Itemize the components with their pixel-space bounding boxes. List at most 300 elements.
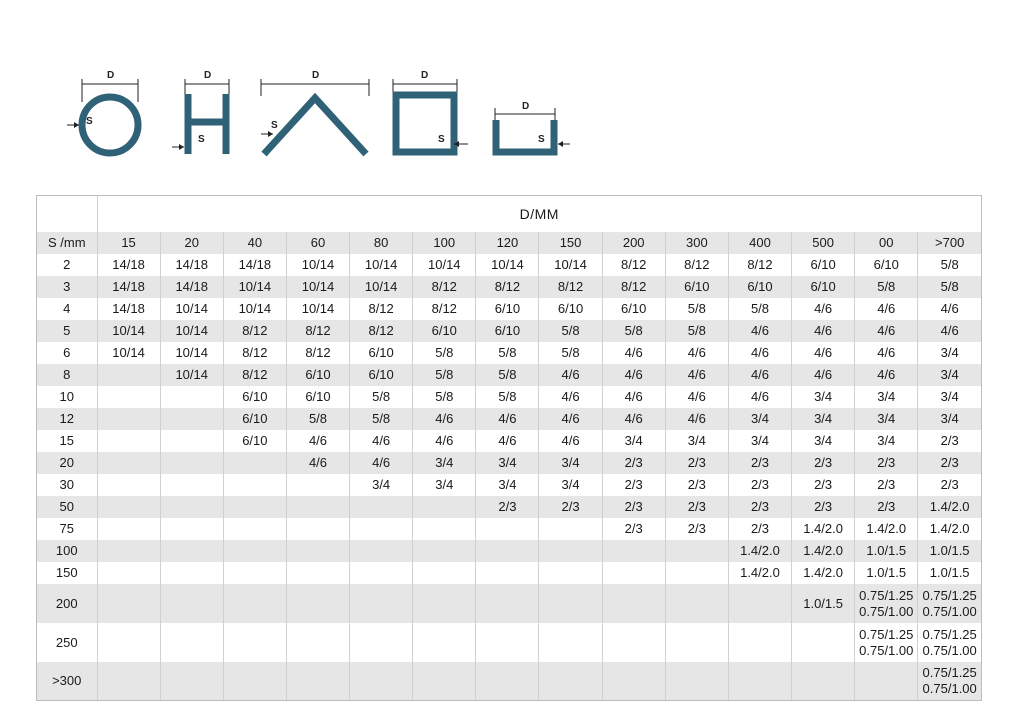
table-row (37, 474, 981, 496)
table-cell: 3/4 (940, 345, 959, 360)
table-cell (97, 518, 160, 540)
span-header-row (37, 196, 981, 232)
table-cell: 1.4/2.0 (855, 518, 918, 540)
column-header: 300 (665, 232, 728, 254)
table-cell: 10/14 (223, 298, 286, 320)
table-cell (792, 623, 855, 662)
table-cell: 5/8 (476, 386, 539, 408)
table-cell: 10/14 (350, 276, 413, 298)
table-row (37, 342, 981, 364)
table-cell: 6/10 (539, 298, 602, 320)
table-cell (97, 474, 160, 496)
table-cell: 4/6 (855, 320, 918, 342)
table-cell (286, 518, 349, 540)
dimension-label: D (522, 101, 530, 112)
table-cell: 6/10 (350, 342, 413, 364)
table-cell: 2/3 (665, 474, 728, 496)
table-cell (350, 496, 413, 518)
table-cell (539, 584, 602, 623)
table-cell (160, 518, 223, 540)
row-label: 50 (37, 496, 97, 518)
column-header: 80 (350, 232, 413, 254)
table-cell (97, 386, 160, 408)
table-cell (476, 662, 539, 700)
table-cell (223, 452, 286, 474)
column-header: 60 (286, 232, 349, 254)
table-row (37, 364, 981, 386)
table-cell: 8/12 (223, 320, 286, 342)
angle-profile-diagram (261, 70, 369, 154)
column-header: 400 (728, 232, 791, 254)
table-cell (476, 584, 539, 623)
thickness-label: S (198, 134, 205, 145)
table-cell: 4/6 (855, 298, 918, 320)
table-cell (918, 623, 981, 662)
table-cell (476, 562, 539, 584)
table-cell: 6/10 (413, 320, 476, 342)
table-cell (286, 474, 349, 496)
table-cell: 2/3 (918, 452, 981, 474)
table-cell (350, 562, 413, 584)
table-cell (602, 584, 665, 623)
table-cell (539, 662, 602, 700)
table-cell: 4/6 (413, 430, 476, 452)
column-header: 120 (476, 232, 539, 254)
column-header: 20 (160, 232, 223, 254)
table-cell: 4/6 (539, 386, 602, 408)
table-cell: 1.4/2.0 (792, 562, 855, 584)
table-cell: 4/6 (855, 364, 918, 386)
table-cell: 4/6 (476, 408, 539, 430)
table-row (37, 408, 981, 430)
table-cell (223, 584, 286, 623)
table-cell: 8/12 (602, 276, 665, 298)
table-cell (476, 623, 539, 662)
thickness-label: S (438, 134, 445, 145)
table-cell: 8/12 (350, 320, 413, 342)
row-label: 8 (37, 364, 97, 386)
table-row (37, 386, 981, 408)
table-row (37, 430, 981, 452)
column-header: 40 (223, 232, 286, 254)
table-cell (476, 540, 539, 562)
table-cell: 5/8 (350, 408, 413, 430)
row-label: 20 (37, 452, 97, 474)
span-header: D/MM (519, 206, 559, 222)
table-cell (97, 408, 160, 430)
table-cell: 3/4 (792, 408, 855, 430)
table-cell (665, 540, 728, 562)
row-label: 150 (37, 562, 97, 584)
table-cell: 3/4 (665, 430, 728, 452)
table-cell: 6/10 (665, 276, 728, 298)
table-cell: 4/6 (855, 342, 918, 364)
table-cell: 1.4/2.0 (792, 540, 855, 562)
table-cell (97, 430, 160, 452)
column-header: 200 (602, 232, 665, 254)
table-cell: 5/8 (940, 257, 959, 272)
table-cell: 8/12 (286, 342, 349, 364)
table-cell (665, 662, 728, 700)
table-cell (223, 540, 286, 562)
table-cell: 14/18 (97, 254, 160, 276)
thickness-label: S (86, 116, 93, 127)
table-cell: 4/6 (792, 320, 855, 342)
table-cell: 3/4 (413, 474, 476, 496)
table-row (37, 276, 981, 298)
table-cell (160, 430, 223, 452)
row-label: 100 (37, 540, 97, 562)
table-cell: 8/12 (728, 254, 791, 276)
table-cell: 10/14 (160, 342, 223, 364)
thickness-label: S (271, 120, 278, 131)
table-cell: 5/8 (476, 342, 539, 364)
table-row (37, 662, 981, 700)
table-cell: 14/18 (97, 276, 160, 298)
dimension-label: D (312, 70, 320, 81)
table-cell: 5/8 (413, 386, 476, 408)
table-row (37, 518, 981, 540)
table-cell (223, 562, 286, 584)
table-cell (413, 496, 476, 518)
table-row (37, 320, 981, 342)
table-cell: 6/10 (286, 364, 349, 386)
row-label: >300 (37, 662, 97, 700)
table-cell: 5/8 (413, 342, 476, 364)
column-header: 15 (97, 232, 160, 254)
table-cell: 1.4/2.0 (728, 540, 791, 562)
table-cell: 2/3 (855, 452, 918, 474)
table-cell (413, 623, 476, 662)
table-row (37, 584, 981, 623)
table-cell: 3/4 (476, 474, 539, 496)
table-cell: 2/3 (539, 496, 602, 518)
table-cell: 4/6 (728, 342, 791, 364)
table-cell (350, 540, 413, 562)
table-cell: 2/3 (855, 474, 918, 496)
table-cell: 3/4 (940, 389, 959, 404)
table-cell (602, 540, 665, 562)
table-cell (160, 386, 223, 408)
table-cell (223, 662, 286, 700)
table-cell: 6/10 (476, 298, 539, 320)
table-cell: 2/3 (476, 496, 539, 518)
table-cell (539, 518, 602, 540)
table-cell: 6/10 (792, 276, 855, 298)
table-row (37, 562, 981, 584)
cell-line: 0.75/1.25 (922, 665, 977, 680)
table-cell: 4/6 (792, 364, 855, 386)
table-cell: 5/8 (855, 276, 918, 298)
table-cell: 3/4 (350, 474, 413, 496)
table-cell: 1.0/1.5 (918, 540, 981, 562)
table-cell: 3/4 (855, 430, 918, 452)
table-cell: 2/3 (665, 496, 728, 518)
column-header: >700 (918, 232, 981, 254)
table-cell (286, 496, 349, 518)
table-cell: 5/8 (602, 320, 665, 342)
column-header: 150 (539, 232, 602, 254)
table-cell (539, 562, 602, 584)
table-cell (602, 562, 665, 584)
table-cell (97, 584, 160, 623)
table-cell (728, 662, 791, 700)
thickness-table (36, 195, 982, 701)
table-cell: 3/4 (855, 386, 918, 408)
table-cell: 5/8 (665, 298, 728, 320)
table-cell (286, 540, 349, 562)
table-cell: 5/8 (539, 342, 602, 364)
table-cell: 10/14 (286, 254, 349, 276)
table-cell: 2/3 (792, 496, 855, 518)
table-cell: 1.0/1.5 (855, 540, 918, 562)
table-cell (918, 584, 981, 623)
table-cell: 14/18 (223, 254, 286, 276)
table-cell (160, 496, 223, 518)
table-cell: 2/3 (728, 518, 791, 540)
table-cell: 8/12 (223, 364, 286, 386)
table-cell: 6/10 (286, 386, 349, 408)
table-cell: 2/3 (602, 496, 665, 518)
table-cell: 10/14 (160, 320, 223, 342)
table-cell: 6/10 (223, 430, 286, 452)
table-cell (97, 364, 160, 386)
row-label: 10 (37, 386, 97, 408)
table-cell: 10/14 (539, 254, 602, 276)
table-cell (350, 662, 413, 700)
table-cell: 3/4 (918, 408, 981, 430)
table-cell: 5/8 (918, 276, 981, 298)
table-cell (223, 518, 286, 540)
table-cell: 1.4/2.0 (929, 521, 970, 536)
table-cell: 2/3 (855, 496, 918, 518)
table-cell (286, 623, 349, 662)
table-row (37, 254, 981, 276)
table-cell: 3/4 (792, 386, 855, 408)
table-cell: 10/14 (413, 254, 476, 276)
table-row (37, 540, 981, 562)
table-cell: 4/6 (665, 364, 728, 386)
thickness-label: S (538, 134, 545, 145)
table-cell: 2/3 (602, 518, 665, 540)
table-cell (413, 662, 476, 700)
table-cell: 2/3 (665, 452, 728, 474)
cell-line: 0.75/1.25 (859, 626, 914, 642)
table-cell: 3/4 (728, 430, 791, 452)
table-cell: 4/6 (792, 342, 855, 364)
corner-label: S /mm (37, 232, 97, 254)
table-cell: 3/4 (728, 408, 791, 430)
table-cell: 5/8 (413, 364, 476, 386)
table-cell: 4/6 (602, 408, 665, 430)
table-cell: 10/14 (97, 342, 160, 364)
table-cell: 4/6 (539, 430, 602, 452)
table-cell: 10/14 (476, 254, 539, 276)
table-cell: 5/8 (350, 386, 413, 408)
table-cell (728, 623, 791, 662)
table-cell: 6/10 (602, 298, 665, 320)
table-cell: 10/14 (286, 298, 349, 320)
table-row (37, 496, 981, 518)
table-cell: 2/3 (602, 452, 665, 474)
table-cell: 4/6 (728, 364, 791, 386)
table-cell: 1.4/2.0 (792, 518, 855, 540)
table-cell (413, 562, 476, 584)
dimension-label: D (421, 70, 429, 81)
table-cell: 3/4 (792, 430, 855, 452)
table-cell: 6/10 (476, 320, 539, 342)
channel-profile-diagram (495, 101, 570, 152)
table-cell: 8/12 (413, 298, 476, 320)
profile-diagrams (55, 62, 615, 172)
table-cell: 10/14 (160, 364, 223, 386)
table-cell (160, 474, 223, 496)
table-cell: 2/3 (665, 518, 728, 540)
table-cell: 4/6 (918, 320, 981, 342)
dimension-label: D (204, 70, 212, 81)
table-cell: 6/10 (223, 408, 286, 430)
cell-line: 0.75/1.00 (859, 603, 914, 619)
table-cell (97, 452, 160, 474)
table-cell: 8/12 (665, 254, 728, 276)
table-cell: 6/10 (792, 254, 855, 276)
table-cell (286, 584, 349, 623)
table-cell: 5/8 (286, 408, 349, 430)
table-cell (413, 540, 476, 562)
table-cell (97, 662, 160, 700)
table-cell: 3/4 (413, 452, 476, 474)
table-cell: 5/8 (476, 364, 539, 386)
table-cell (728, 584, 791, 623)
table-cell (160, 452, 223, 474)
table-cell: 4/6 (286, 430, 349, 452)
table-cell: 10/14 (223, 276, 286, 298)
table-cell: 4/6 (665, 342, 728, 364)
row-label: 250 (37, 623, 97, 662)
table-cell: 2/3 (792, 452, 855, 474)
row-label: 4 (37, 298, 97, 320)
round-profile-diagram (67, 70, 138, 153)
row-label: 3 (37, 276, 97, 298)
table-cell: 4/6 (350, 452, 413, 474)
table-cell: 10/14 (350, 254, 413, 276)
table-cell: 4/6 (728, 386, 791, 408)
table-cell: 2/3 (940, 477, 959, 492)
table-cell (855, 662, 918, 700)
table-cell: 4/6 (665, 386, 728, 408)
row-label: 15 (37, 430, 97, 452)
table-cell: 3/4 (602, 430, 665, 452)
table-cell (160, 562, 223, 584)
column-header-row (37, 232, 981, 254)
table-cell (97, 540, 160, 562)
table-cell (97, 496, 160, 518)
table-cell (350, 518, 413, 540)
row-label: 75 (37, 518, 97, 540)
table-cell (476, 518, 539, 540)
table-cell: 3/4 (855, 408, 918, 430)
table-cell (223, 496, 286, 518)
table-cell: 4/6 (728, 320, 791, 342)
table-cell: 3/4 (918, 364, 981, 386)
table-cell: 1.0/1.5 (929, 565, 970, 580)
table-cell (413, 584, 476, 623)
table-cell: 5/8 (728, 298, 791, 320)
table-cell (413, 518, 476, 540)
row-label: 2 (37, 254, 97, 276)
table-cell: 10/14 (160, 298, 223, 320)
table-cell (160, 540, 223, 562)
table-cell: 14/18 (160, 276, 223, 298)
table-cell (855, 623, 918, 662)
cell-line: 0.75/1.00 (922, 642, 977, 658)
table-cell (223, 474, 286, 496)
table-row (37, 623, 981, 662)
table-cell: 2/3 (940, 433, 959, 448)
cell-line: 0.75/1.00 (859, 642, 914, 658)
column-header: 100 (413, 232, 476, 254)
table-cell: 1.0/1.5 (855, 562, 918, 584)
table-cell (539, 623, 602, 662)
dimension-label: D (107, 70, 115, 81)
table-cell: 5/8 (665, 320, 728, 342)
table-cell: 2/3 (602, 474, 665, 496)
table-cell: 8/12 (350, 298, 413, 320)
table-cell: 4/6 (350, 430, 413, 452)
table-cell: 8/12 (602, 254, 665, 276)
table-cell: 4/6 (792, 298, 855, 320)
table-cell: 14/18 (160, 254, 223, 276)
table-cell: 10/14 (97, 320, 160, 342)
row-label: 30 (37, 474, 97, 496)
table-cell (350, 584, 413, 623)
table-cell: 4/6 (286, 452, 349, 474)
table-cell: 4/6 (602, 386, 665, 408)
table-cell: 8/12 (223, 342, 286, 364)
column-header: 00 (855, 232, 918, 254)
table-cell (160, 623, 223, 662)
table-cell: 4/6 (940, 301, 959, 316)
table-cell (97, 562, 160, 584)
table-cell: 4/6 (539, 364, 602, 386)
table-cell (792, 662, 855, 700)
table-cell: 1.0/1.5 (792, 584, 855, 623)
table-cell: 3/4 (539, 474, 602, 496)
square-profile-diagram (393, 70, 468, 152)
table-cell: 8/12 (476, 276, 539, 298)
table-cell (223, 623, 286, 662)
table-cell (539, 540, 602, 562)
row-label: 5 (37, 320, 97, 342)
table-cell: 2/3 (792, 474, 855, 496)
column-header: 500 (792, 232, 855, 254)
table-cell (855, 584, 918, 623)
table-cell (286, 562, 349, 584)
table-cell: 6/10 (855, 254, 918, 276)
table-cell: 4/6 (413, 408, 476, 430)
corner-blank (37, 196, 97, 232)
table-cell: 3/4 (476, 452, 539, 474)
table-cell: 3/4 (539, 452, 602, 474)
table-cell: 2/3 (728, 474, 791, 496)
cell-line: 0.75/1.25 (922, 587, 977, 603)
row-label: 12 (37, 408, 97, 430)
row-label: 200 (37, 584, 97, 623)
table-cell (665, 623, 728, 662)
table-cell: 5/8 (539, 320, 602, 342)
table-cell (286, 662, 349, 700)
cell-line: 0.75/1.25 (922, 626, 977, 642)
